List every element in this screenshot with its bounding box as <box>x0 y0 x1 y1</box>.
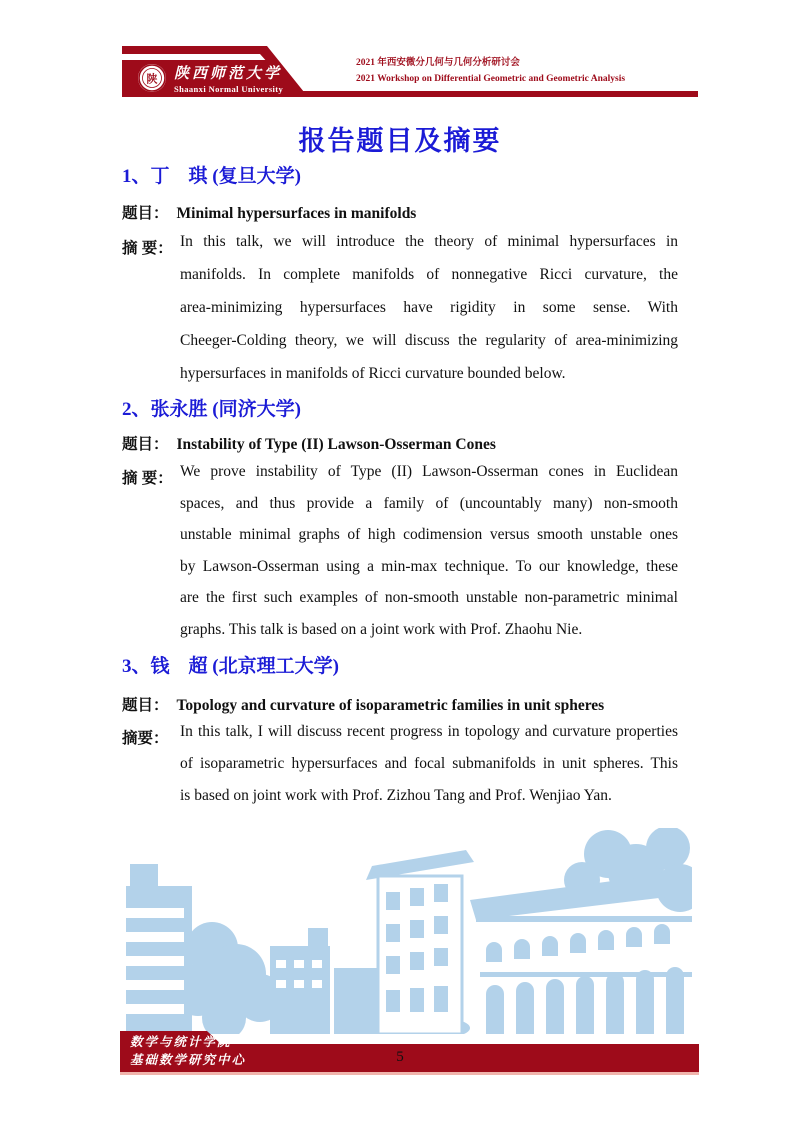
talk-title-row-3 <box>122 693 682 715</box>
abstract-line: In this talk, we will introduce the theory of minimal hypersurfaces in <box>180 233 678 250</box>
footer-school-name: 数学与统计学院 <box>130 1035 232 1049</box>
talk-title-3: Topology and curvature of isoparametric families in unit spheres <box>176 697 605 714</box>
abstract-line: manifolds. In complete manifolds of nonnegative Ricci curvature, the <box>180 266 678 283</box>
abstract-line: area-minimizing hypersurfaces have rigidity in some sense. With <box>180 299 678 316</box>
abstract-line: graphs. This talk is based on a joint work with Prof. Zhaohu Nie. <box>180 620 583 638</box>
footer-center-name: 基础数学研究中心 <box>130 1053 247 1067</box>
abstract-line: We prove instability of Type (II) Lawson-Osserman cones in Euclidean <box>180 463 678 480</box>
abstract-line: by Lawson-Osserman using a min-max technique. To our knowledge, these <box>180 557 678 575</box>
talk-title-1: Minimal hypersurfaces in manifolds <box>176 205 417 222</box>
university-name-en: Shaanxi Normal University <box>174 84 284 94</box>
event-title-block <box>356 55 696 87</box>
talk-title-2: Instability of Type (II) Lawson-Osserman Cones <box>176 436 496 453</box>
page-title: 报告题目及摘要 <box>298 126 502 156</box>
title-label-1: 题目： <box>122 205 169 222</box>
abstract-line: is based on joint work with Prof. Zizhou Tang and Prof. Wenjiao Yan. <box>180 787 612 804</box>
abstract-line: hypersurfaces in manifolds of Ricci curvature bounded below. <box>180 365 566 382</box>
talk-title-row-2 <box>122 432 682 454</box>
title-label-2: 题目： <box>122 436 169 453</box>
abstract-text-1 <box>180 225 678 390</box>
svg-text:陕: 陕 <box>146 73 158 86</box>
page-number: 5 <box>396 1049 404 1065</box>
abstract-text-3 <box>180 716 678 812</box>
abstract-line: Cheeger-Colding theory, we will discuss the regularity of area-minimizing <box>180 332 678 349</box>
abstract-line: are the first such examples of non-smooth unstable non-parametric minimal <box>180 589 678 606</box>
campus-building-watermark <box>120 828 692 1034</box>
abstract-line: In this talk, I will discuss recent progress in topology and curvature properties <box>180 723 678 740</box>
event-title-en: 2021 Workshop on Differential Geometric and Geometric Analysis <box>356 74 626 84</box>
talk-title-row-1 <box>122 201 682 223</box>
event-title-cn: 2021 年西安微分几何与几何分析研讨会 <box>356 58 520 68</box>
abstract-text-2 <box>180 456 678 645</box>
title-label-3: 题目： <box>122 697 169 714</box>
abstract-label-1: 摘 要： <box>122 240 173 257</box>
speaker-heading-2: 2、张永胜 (同济大学) <box>122 399 301 420</box>
abstract-label-2: 摘 要： <box>122 470 173 487</box>
speaker-heading-1: 1、丁 琪 (复旦大学) <box>122 166 301 187</box>
university-name-cn: 陕西师范大学 <box>174 66 283 82</box>
speaker-heading-3: 3、钱 超 (北京理工大学) <box>122 656 339 677</box>
university-seal-icon <box>138 64 166 92</box>
abstract-label-3: 摘要： <box>122 730 169 747</box>
abstract-line: unstable minimal graphs of high codimension versus smooth unstable ones <box>180 526 678 543</box>
abstract-line: spaces, and thus provide a family of (uncountably many) non-smooth <box>180 494 678 512</box>
abstract-line: of isoparametric hypersurfaces and focal submanifolds in unit spheres. This <box>180 755 678 772</box>
